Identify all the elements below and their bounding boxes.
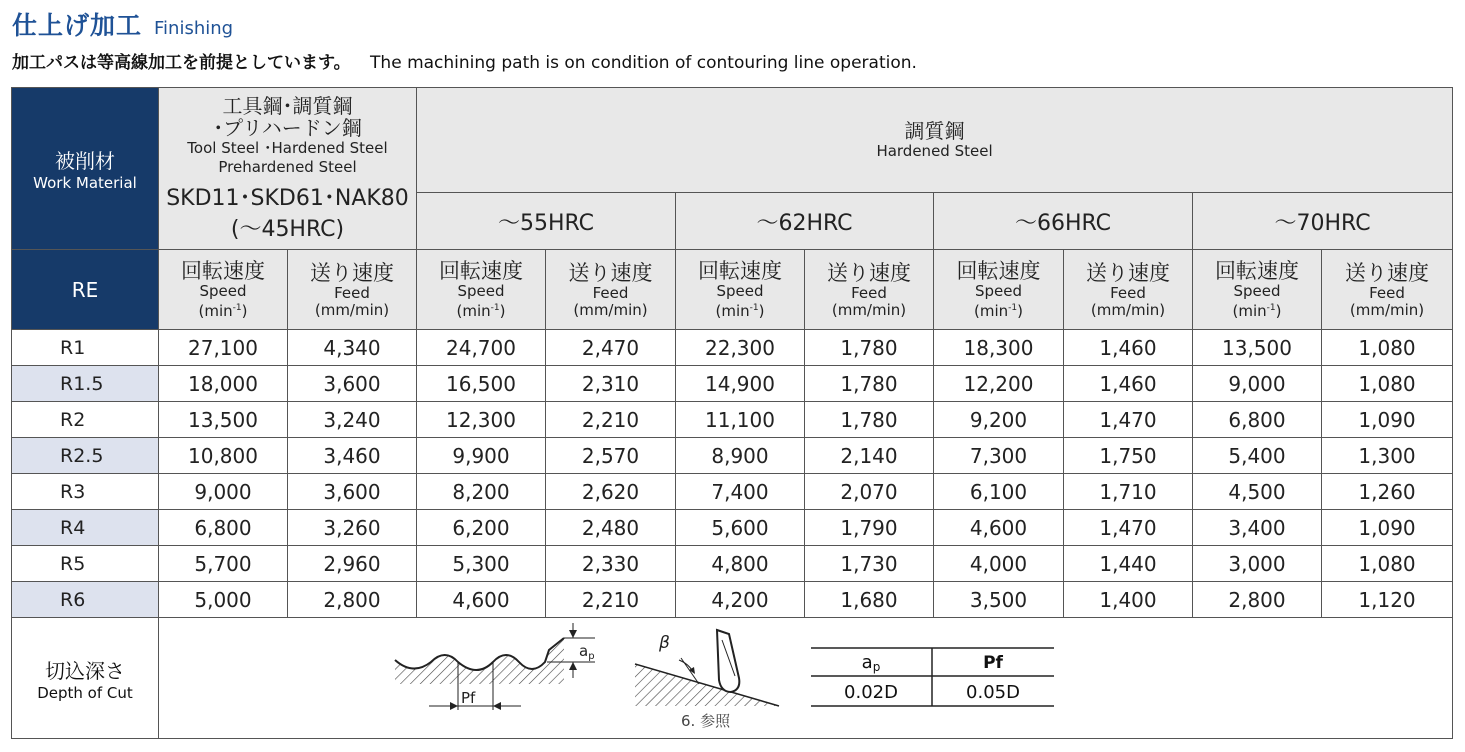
feed-value-cell: 1,260: [1322, 474, 1453, 510]
speed-value-cell: 6,100: [934, 474, 1064, 510]
re-cell: R3: [12, 474, 159, 510]
speed-column-header-3: [934, 250, 1064, 330]
feed-header-jp: 送り速度: [1345, 260, 1430, 285]
feed-header-jp: 送り速度: [568, 260, 653, 285]
table-row: [12, 402, 1453, 438]
speed-header-unit: $(\min^{-1})$: [974, 302, 1023, 320]
feed-value-cell: 1,710: [1064, 474, 1193, 510]
pf-dimension-label: Pf: [461, 689, 476, 707]
feed-header-jp: 送り速度: [827, 260, 911, 285]
speed-header-jp: 回転速度: [956, 259, 1041, 283]
feed-value-cell: 1,080: [1322, 366, 1453, 402]
table-row: [12, 582, 1453, 618]
speed-value-cell: 8,900: [676, 438, 805, 474]
hardness-70: ～70HRC: [1193, 193, 1453, 250]
work-material-jp: 被削材: [55, 149, 115, 173]
speed-header-en: Speed: [457, 282, 505, 300]
hardened-steel-en: Hardened Steel: [876, 141, 993, 160]
feed-value-cell: 2,800: [288, 582, 417, 618]
depth-mini-table: [811, 648, 1054, 706]
speed-column-header-0: [159, 250, 288, 330]
speed-value-cell: 13,500: [1193, 330, 1322, 366]
table-row: [12, 546, 1453, 582]
speed-column-header-1: [417, 250, 546, 330]
feed-value-cell: 3,260: [288, 510, 417, 546]
table-row: [12, 366, 1453, 402]
speed-value-cell: 10,800: [159, 438, 288, 474]
feed-column-header-2: [805, 250, 934, 330]
feed-value-cell: 2,480: [546, 510, 676, 546]
feed-value-cell: 2,210: [546, 402, 676, 438]
feed-value-cell: 1,750: [1064, 438, 1193, 474]
feed-value-cell: 2,470: [546, 330, 676, 366]
speed-header-en: Speed: [974, 282, 1023, 300]
mini-pf-head: Pf: [983, 653, 1003, 673]
speed-value-cell: 22,300: [676, 330, 805, 366]
feed-header-en: Feed: [1110, 283, 1146, 302]
speed-value-cell: 5,700: [159, 546, 288, 582]
feed-value-cell: 2,310: [546, 366, 676, 402]
feed-value-cell: 1,400: [1064, 582, 1193, 618]
speed-value-cell: 4,600: [934, 510, 1064, 546]
re-cell: R6: [12, 582, 159, 618]
cutting-conditions-table: [11, 87, 1453, 739]
speed-value-cell: 4,600: [417, 582, 546, 618]
re-cell: R1: [12, 330, 159, 366]
speed-header-unit: $(\min^{-1})$: [198, 302, 248, 320]
speed-header-jp: 回転速度: [181, 259, 265, 283]
table-row: [12, 510, 1453, 546]
re-label: RE: [71, 277, 99, 302]
re-cell: R2: [12, 402, 159, 438]
speed-value-cell: 2,800: [1193, 582, 1322, 618]
speed-value-cell: 7,300: [934, 438, 1064, 474]
feed-value-cell: 1,440: [1064, 546, 1193, 582]
tool-steel-en-1: Tool Steel ･Hardened Steel: [187, 138, 388, 157]
feed-value-cell: 1,780: [805, 366, 934, 402]
speed-value-cell: 11,100: [676, 402, 805, 438]
feed-column-header-3: [1064, 250, 1193, 330]
feed-value-cell: 1,780: [805, 402, 934, 438]
feed-header-en: Feed: [851, 283, 887, 302]
mini-ap-head: ap: [861, 652, 881, 674]
feed-value-cell: 3,600: [288, 474, 417, 510]
mini-ap-value: 0.02D: [844, 682, 898, 703]
feed-value-cell: 1,120: [1322, 582, 1453, 618]
speed-column-header-4: [1193, 250, 1322, 330]
hardened-steel-jp: 調質鋼: [904, 118, 965, 143]
speed-header-jp: 回転速度: [439, 259, 523, 283]
speed-header-unit: $(\min^{-1})$: [456, 302, 506, 320]
hardness-55: ～55HRC: [417, 193, 676, 250]
ap-dimension-label: $a_p$: [579, 642, 595, 662]
feed-value-cell: 2,210: [546, 582, 676, 618]
feed-value-cell: 2,330: [546, 546, 676, 582]
feed-column-header-0: [288, 250, 417, 330]
title-en: Finishing: [154, 18, 234, 39]
speed-value-cell: 7,400: [676, 474, 805, 510]
speed-header-en: Speed: [1233, 282, 1281, 300]
feed-value-cell: 1,790: [805, 510, 934, 546]
speed-value-cell: 9,200: [934, 402, 1064, 438]
speed-value-cell: 16,500: [417, 366, 546, 402]
speed-value-cell: 5,300: [417, 546, 546, 582]
re-cell: R2.5: [12, 438, 159, 474]
feed-header-en: Feed: [334, 283, 370, 302]
speed-value-cell: 4,500: [1193, 474, 1322, 510]
tool-steel-grades: SKD11･SKD61･NAK80: [166, 185, 409, 211]
tool-steel-jp-1: 工具鋼･調質鋼: [222, 93, 353, 118]
feed-value-cell: 1,780: [805, 330, 934, 366]
feed-value-cell: 2,960: [288, 546, 417, 582]
feed-value-cell: 1,470: [1064, 402, 1193, 438]
speed-value-cell: 3,000: [1193, 546, 1322, 582]
speed-value-cell: 14,900: [676, 366, 805, 402]
speed-value-cell: 18,300: [934, 330, 1064, 366]
tool-steel-header: [159, 88, 417, 250]
section-title: [12, 6, 233, 40]
speed-value-cell: 6,800: [159, 510, 288, 546]
speed-value-cell: 3,400: [1193, 510, 1322, 546]
subtitle-en: The machining path is on condition of contouring line operation.: [370, 53, 917, 73]
table-row: [12, 330, 1453, 366]
re-cell: R4: [12, 510, 159, 546]
speed-header-en: Speed: [716, 282, 764, 300]
hardness-66: ～66HRC: [934, 193, 1193, 250]
feed-value-cell: 1,460: [1064, 366, 1193, 402]
feed-header-en: Feed: [592, 283, 629, 302]
feed-value-cell: 1,090: [1322, 510, 1453, 546]
feed-value-cell: 1,680: [805, 582, 934, 618]
speed-column-header-2: [676, 250, 805, 330]
mini-pf-value: 0.05D: [966, 682, 1020, 703]
feed-value-cell: 2,070: [805, 474, 934, 510]
speed-value-cell: 4,800: [676, 546, 805, 582]
tool-angle-figure: [635, 630, 779, 730]
feed-value-cell: 1,470: [1064, 510, 1193, 546]
feed-header-unit: (mm/min): [831, 300, 907, 319]
feed-header-unit: (mm/min): [1349, 300, 1425, 319]
speed-header-unit: $(\min^{-1})$: [715, 302, 765, 320]
feed-header-unit: (mm/min): [314, 300, 390, 319]
feed-value-cell: 1,080: [1322, 546, 1453, 582]
speed-value-cell: 18,000: [159, 366, 288, 402]
speed-value-cell: 9,000: [1193, 366, 1322, 402]
feed-header-unit: (mm/min): [1090, 300, 1166, 319]
table-row: [12, 438, 1453, 474]
scallop-profile-figure: [395, 623, 595, 710]
reference-label: 6. 参照: [681, 712, 731, 730]
depth-of-cut-diagram: [159, 618, 1453, 739]
speed-value-cell: 12,200: [934, 366, 1064, 402]
feed-value-cell: 1,730: [805, 546, 934, 582]
speed-header-jp: 回転速度: [1215, 259, 1299, 283]
hardened-steel-header: [417, 88, 1453, 193]
feed-column-header-4: [1322, 250, 1453, 330]
speed-value-cell: 6,200: [417, 510, 546, 546]
speed-value-cell: 3,500: [934, 582, 1064, 618]
feed-value-cell: 3,600: [288, 366, 417, 402]
tool-steel-hardness: (～45HRC): [230, 216, 345, 242]
feed-header-jp: 送り速度: [1086, 260, 1170, 285]
speed-header-en: Speed: [199, 282, 247, 300]
speed-value-cell: 27,100: [159, 330, 288, 366]
feed-value-cell: 1,090: [1322, 402, 1453, 438]
speed-value-cell: 5,400: [1193, 438, 1322, 474]
speed-value-cell: 5,600: [676, 510, 805, 546]
depth-label-jp: 切込深さ: [45, 658, 125, 683]
feed-column-header-1: [546, 250, 676, 330]
depth-of-cut-header: [12, 618, 159, 739]
section-subtitle: [12, 48, 917, 73]
tool-steel-jp-2: ･プリハードン鋼: [213, 115, 362, 140]
feed-value-cell: 3,240: [288, 402, 417, 438]
speed-value-cell: 4,000: [934, 546, 1064, 582]
depth-label-en: Depth of Cut: [37, 683, 133, 702]
beta-label: β: [659, 633, 670, 653]
re-header: [12, 250, 159, 330]
title-jp: 仕上げ加工: [12, 11, 143, 40]
feed-value-cell: 1,460: [1064, 330, 1193, 366]
speed-header-jp: 回転速度: [698, 259, 782, 283]
speed-value-cell: 6,800: [1193, 402, 1322, 438]
re-cell: R1.5: [12, 366, 159, 402]
hardness-62: ～62HRC: [676, 193, 934, 250]
table-row: [12, 474, 1453, 510]
feed-header-unit: (mm/min): [573, 300, 648, 319]
speed-value-cell: 5,000: [159, 582, 288, 618]
feed-value-cell: 1,080: [1322, 330, 1453, 366]
speed-value-cell: 9,000: [159, 474, 288, 510]
feed-value-cell: 2,140: [805, 438, 934, 474]
depth-diagram-svg: [159, 618, 1451, 738]
speed-value-cell: 4,200: [676, 582, 805, 618]
work-material-header: [12, 88, 159, 250]
feed-header-jp: 送り速度: [310, 260, 394, 285]
feed-value-cell: 4,340: [288, 330, 417, 366]
speed-value-cell: 12,300: [417, 402, 546, 438]
feed-value-cell: 3,460: [288, 438, 417, 474]
tool-steel-en-2: Prehardened Steel: [218, 157, 357, 176]
speed-header-unit: $(\min^{-1})$: [1232, 302, 1282, 320]
re-cell: R5: [12, 546, 159, 582]
speed-value-cell: 9,900: [417, 438, 546, 474]
speed-value-cell: 24,700: [417, 330, 546, 366]
subtitle-jp: 加工パスは等高線加工を前提としています。: [12, 53, 351, 73]
speed-value-cell: 8,200: [417, 474, 546, 510]
feed-value-cell: 1,300: [1322, 438, 1453, 474]
speed-value-cell: 13,500: [159, 402, 288, 438]
work-material-en: Work Material: [33, 174, 137, 192]
feed-value-cell: 2,570: [546, 438, 676, 474]
feed-value-cell: 2,620: [546, 474, 676, 510]
feed-header-en: Feed: [1369, 283, 1405, 302]
